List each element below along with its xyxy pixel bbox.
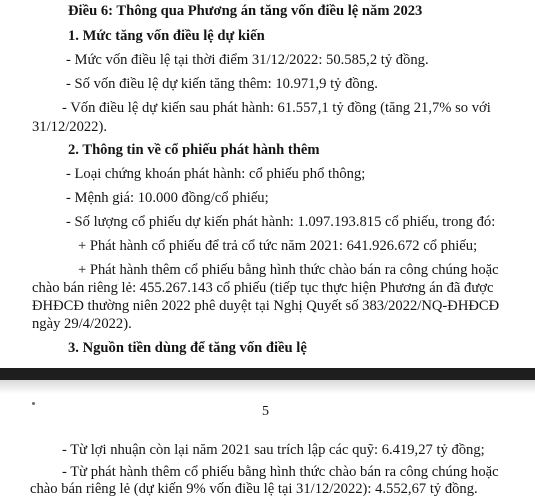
article-title: Điều 6: Thông qua Phương án tăng vốn điều lệ năm 2023 <box>68 3 423 19</box>
sub-list-item-continuation: ĐHĐCĐ thường niên 2022 phê duyệt tại Nghị Quyết số 383/2022/NQ-ĐHĐCĐ <box>32 298 500 314</box>
sub-list-item: + Phát hành thêm cổ phiếu bằng hình thức chào bán ra công chúng hoặc <box>78 262 499 278</box>
sub-list-item-continuation: chào bán riêng lẻ: 455.267.143 cổ phiếu (tiếp tục thực hiện Phương án đã được <box>32 280 494 296</box>
scan-speck <box>32 402 35 405</box>
list-item-continuation: chào bán riêng lẻ (dự kiến 9% vốn điều lệ tại 31/12/2022): 4.552,67 tỷ đồng. <box>30 481 478 497</box>
list-item: - Từ lợi nhuận còn lại năm 2021 sau trích lập các quỹ: 6.419,27 tỷ đồng; <box>62 442 485 458</box>
list-item: - Loại chứng khoán phát hành: cổ phiếu phổ thông; <box>66 166 366 182</box>
list-item: - Vốn điều lệ dự kiến sau phát hành: 61.557,1 tỷ đồng (tăng 21,7% so với <box>62 100 491 116</box>
list-item: - Mức vốn điều lệ tại thời điểm 31/12/2022: 50.585,2 tỷ đồng. <box>66 52 429 68</box>
section-heading-share-info: 2. Thông tin về cổ phiếu phát hành thêm <box>68 142 320 158</box>
list-item-continuation: 31/12/2022). <box>32 119 107 135</box>
sub-list-item-continuation: ngày 29/4/2022). <box>32 316 132 332</box>
list-item: - Số lượng cổ phiếu dự kiến phát hành: 1.097.193.815 cổ phiếu, trong đó: <box>66 214 496 230</box>
page-separator <box>0 368 535 380</box>
list-item: - Số vốn điều lệ dự kiến tăng thêm: 10.971,9 tỷ đồng. <box>66 76 378 92</box>
sub-list-item: + Phát hành cổ phiếu để trả cổ tức năm 2021: 641.926.672 cổ phiếu; <box>78 238 478 254</box>
list-item: - Mệnh giá: 10.000 đồng/cổ phiếu; <box>66 190 269 206</box>
list-item: - Từ phát hành thêm cổ phiếu bằng hình thức chào bán ra công chúng hoặc <box>62 464 499 480</box>
section-heading-funding-source: 3. Nguồn tiền dùng để tăng vốn điều lệ <box>68 340 307 356</box>
page-number: 5 <box>262 404 269 419</box>
page-separator-shadow <box>0 380 535 394</box>
section-heading-capital-increase: 1. Mức tăng vốn điều lệ dự kiến <box>68 28 265 44</box>
